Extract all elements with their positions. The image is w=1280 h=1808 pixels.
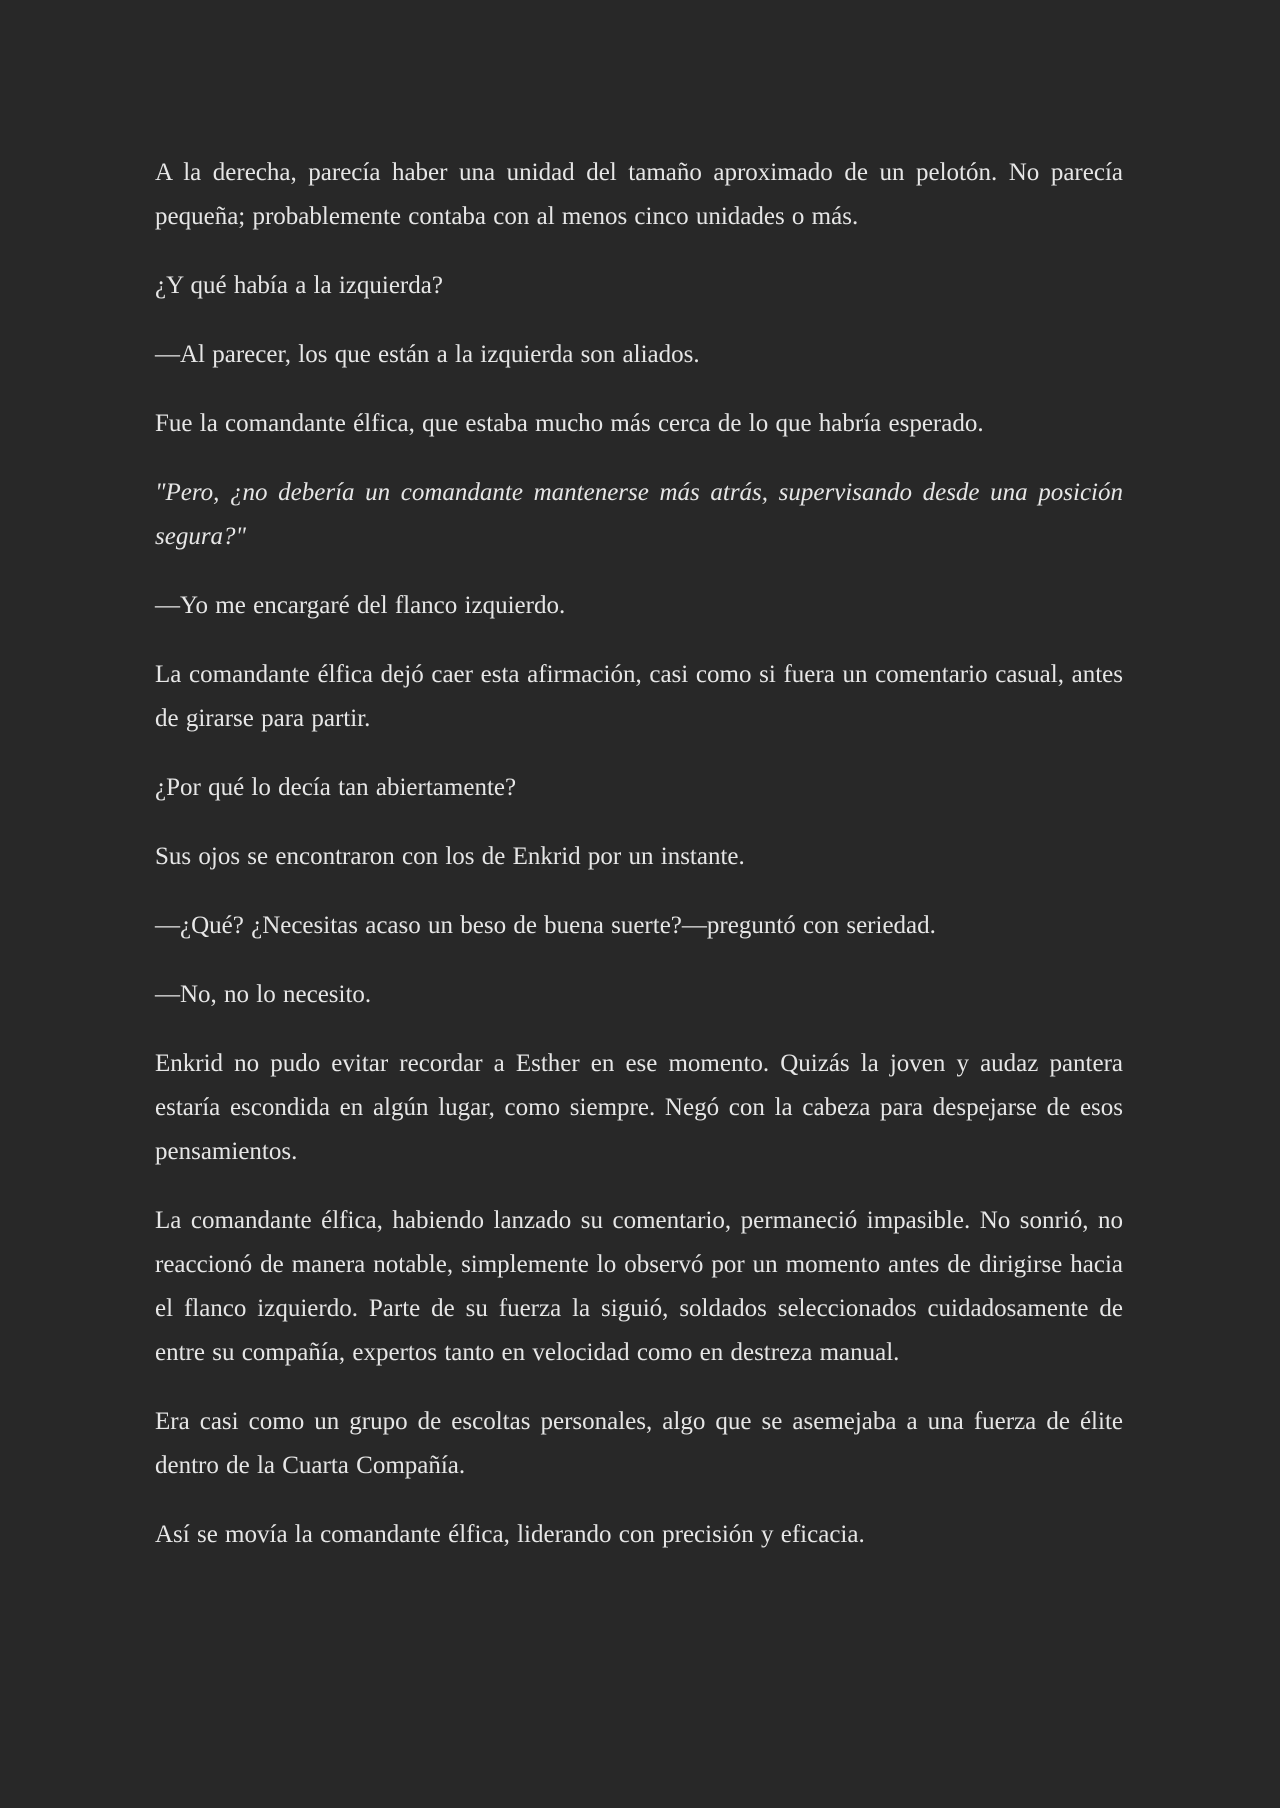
paragraph: Era casi como un grupo de escoltas personales, algo que se asemejaba a una fuerza de élite dentro de la Cuarta Compañía. — [155, 1408, 1123, 1479]
paragraph: Enkrid no pudo evitar recordar a Esther en ese momento. Quizás la joven y audaz pantera estaría escondida en algún lugar, como siempre. Negó con la cabeza para despejarse de esos pensamientos. — [155, 1050, 1123, 1165]
paragraph: —¿Qué? ¿Necesitas acaso un beso de buena suerte?—preguntó con seriedad. — [155, 912, 936, 939]
paragraph: ¿Y qué había a la izquierda? — [155, 272, 443, 299]
paragraph: A la derecha, parecía haber una unidad del tamaño aproximado de un pelotón. No parecía pequeña; probablemente contaba con al menos cinco unidades o más. — [155, 159, 1123, 230]
paragraph: La comandante élfica, habiendo lanzado su comentario, permaneció impasible. No sonrió, no reaccionó de manera notable, simplemente lo observó por un momento antes de dirigirse hacia el flanco izquierdo. Parte de su fuerza la siguió, soldados seleccionados cuidadosamente de entre su compañía, expertos tanto en velocidad como en destreza manual. — [155, 1207, 1123, 1366]
chapter-text — [155, 151, 1123, 1582]
paragraph: ¿Por qué lo decía tan abiertamente? — [155, 774, 517, 801]
paragraph: —Al parecer, los que están a la izquierda son aliados. — [155, 341, 700, 368]
paragraph: Así se movía la comandante élfica, liderando con precisión y eficacia. — [155, 1521, 865, 1548]
paragraph: Sus ojos se encontraron con los de Enkrid por un instante. — [155, 843, 745, 870]
paragraph: Fue la comandante élfica, que estaba mucho más cerca de lo que habría esperado. — [155, 410, 984, 437]
paragraph-thought: "Pero, ¿no debería un comandante mantenerse más atrás, supervisando desde una posición segura?" — [155, 479, 1123, 550]
paragraph: —No, no lo necesito. — [155, 981, 372, 1008]
paragraph: La comandante élfica dejó caer esta afirmación, casi como si fuera un comentario casual, antes de girarse para partir. — [155, 661, 1123, 732]
paragraph: —Yo me encargaré del flanco izquierdo. — [155, 592, 566, 619]
